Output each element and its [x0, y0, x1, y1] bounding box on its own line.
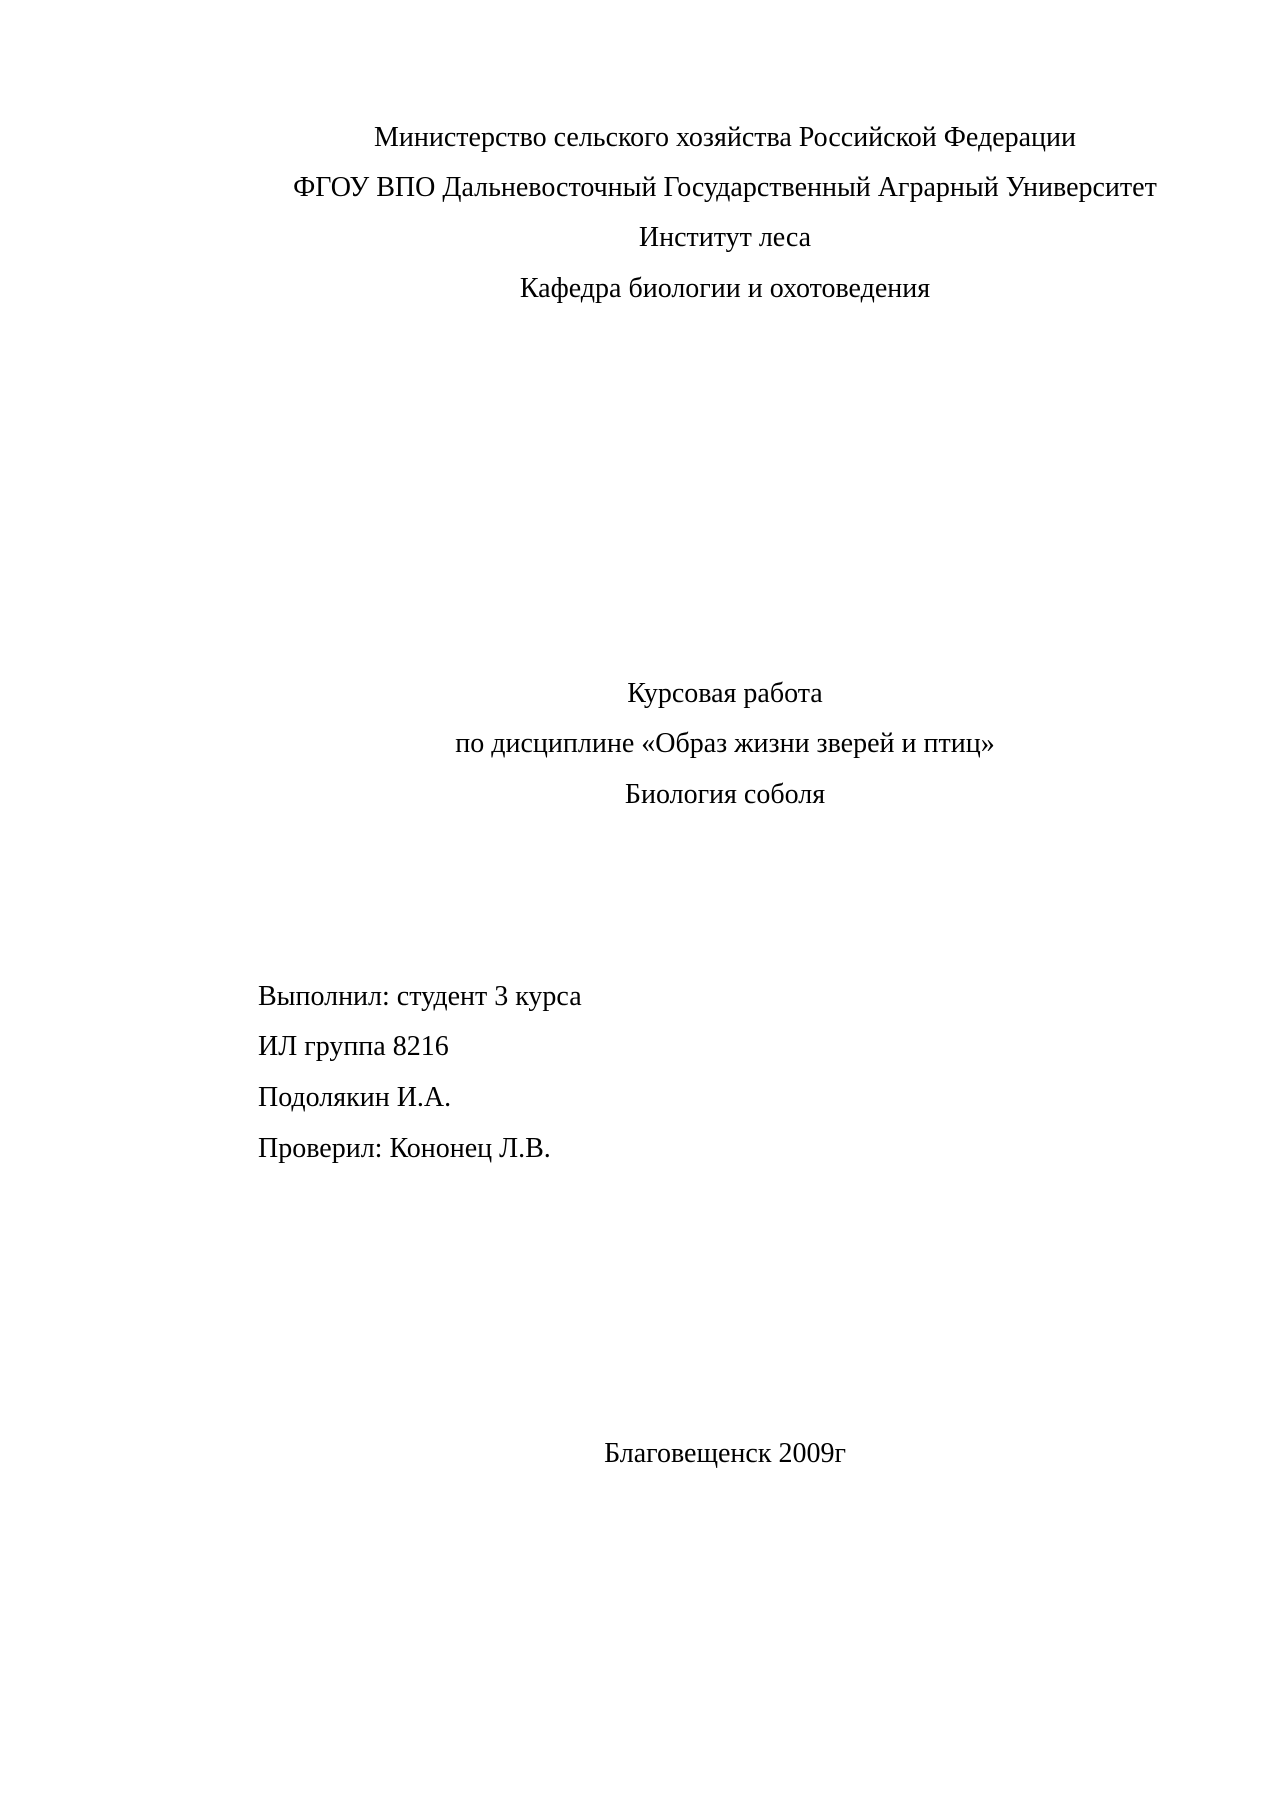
checked-by-line: Проверил: Кононец Л.В.: [258, 1133, 551, 1164]
university-line: ФГОУ ВПО Дальневосточный Государственный Аграрный Университет: [293, 172, 1157, 203]
topic-line: Биология соболя: [624, 779, 826, 810]
work-type-line: Курсовая работа: [627, 678, 823, 709]
student-name-line: Подолякин И.А.: [258, 1082, 452, 1113]
department-line: Кафедра биологии и охотоведения: [519, 273, 931, 304]
ministry-line: Министерство сельского хозяйства Российской Федерации: [374, 122, 1076, 153]
city-year-line: Благовещенск 2009г: [604, 1438, 846, 1469]
institute-line: Институт леса: [638, 222, 812, 253]
discipline-line: по дисциплине «Образ жизни зверей и птиц»: [455, 728, 995, 759]
performed-by-line: Выполнил: студент 3 курса: [258, 981, 582, 1012]
group-line: ИЛ группа 8216: [258, 1031, 449, 1062]
